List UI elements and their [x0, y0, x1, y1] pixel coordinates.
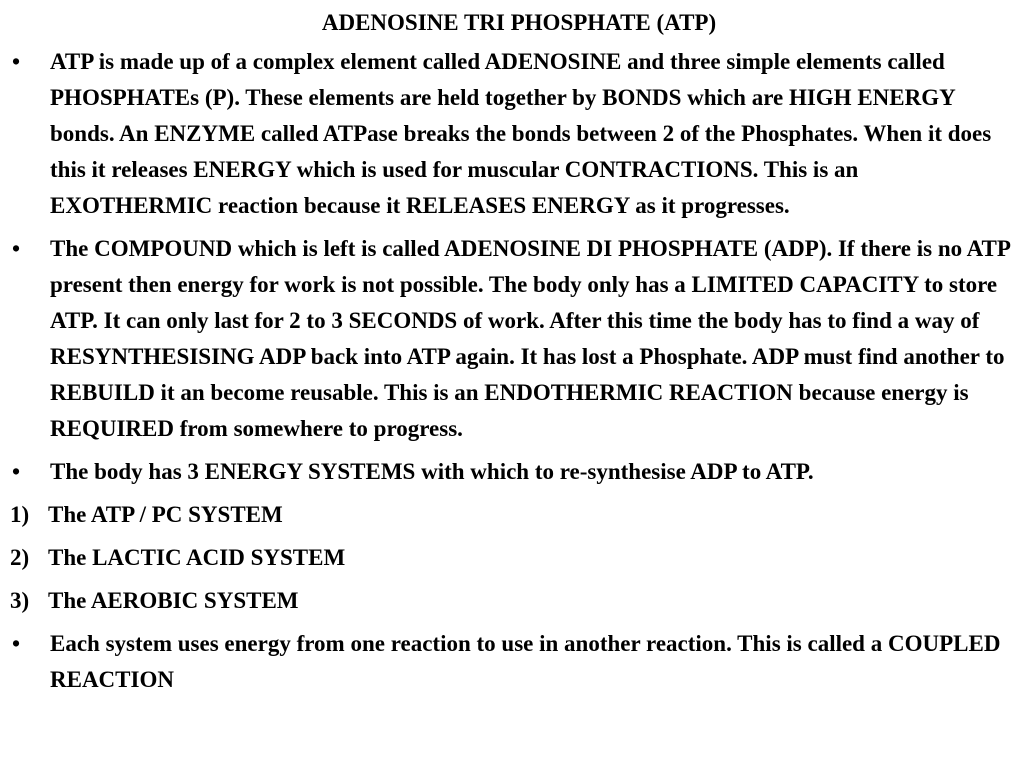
content-list	[10, 44, 1014, 698]
numbered-item-aerobic-system	[10, 583, 1014, 619]
bullet-text: The body has 3 ENERGY SYSTEMS with which to re-synthesise ADP to ATP.	[50, 459, 814, 484]
bullet-marker: •	[12, 236, 21, 261]
numbered-item-lactic-acid-system	[10, 540, 1014, 576]
bullet-marker: •	[12, 459, 21, 484]
bullet-item-atp-structure	[10, 44, 1014, 224]
numbered-item-atp-pc-system	[10, 497, 1014, 533]
bullet-text: The COMPOUND which is left is called ADENOSINE DI PHOSPHATE (ADP). If there is no ATP present then energy for work is not possible. The body only has a LIMITED CAPACITY to store ATP. It can only last for 2 to 3 SECONDS of work. After this time the body has to find a way of RESYNTHESISING ADP back into ATP again. It has lost a Phosphate. ADP must find another to REBUILD it an become reusable. This is an ENDOTHERMIC REACTION because energy is REQUIRED from somewhere to progress.	[50, 236, 1010, 441]
bullet-item-adp	[10, 231, 1014, 447]
bullet-marker: •	[12, 49, 21, 74]
number-marker: 1)	[10, 502, 30, 527]
number-marker: 3)	[10, 588, 30, 613]
numbered-text: The LACTIC ACID SYSTEM	[48, 545, 346, 570]
bullet-item-coupled-reaction	[10, 626, 1014, 698]
number-marker: 2)	[10, 545, 30, 570]
numbered-text: The ATP / PC SYSTEM	[48, 502, 283, 527]
bullet-text: Each system uses energy from one reaction to use in another reaction. This is called a COUPLED REACTION	[50, 631, 1001, 692]
bullet-item-energy-systems	[10, 454, 1014, 490]
slide-title: ADENOSINE TRI PHOSPHATE (ATP)	[321, 10, 717, 35]
bullet-text: ATP is made up of a complex element called ADENOSINE and three simple elements called PHOSPHATEs (P). These elements are held together by BONDS which are HIGH ENERGY bonds. An ENZYME called ATPase breaks the bonds between 2 of the Phosphates. When it does this it releases ENERGY which is used for muscular CONTRACTIONS. This is an EXOTHERMIC reaction because it RELEASES ENERGY as it progresses.	[50, 49, 992, 218]
numbered-text: The AEROBIC SYSTEM	[48, 588, 299, 613]
bullet-marker: •	[12, 631, 21, 656]
